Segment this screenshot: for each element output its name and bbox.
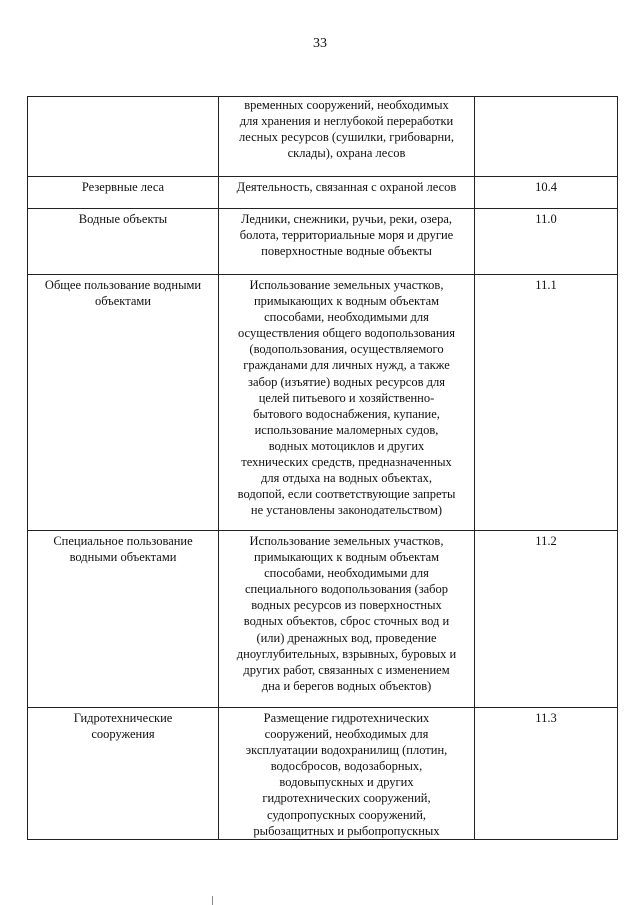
table-row bbox=[28, 209, 618, 275]
land-use-table bbox=[27, 96, 618, 840]
row-name: Резервные леса bbox=[28, 177, 219, 209]
row-description: Деятельность, связанная с охраной лесов bbox=[219, 177, 475, 209]
row-code: 10.4 bbox=[475, 177, 618, 209]
row-name: Общее пользование водными объектами bbox=[28, 275, 219, 531]
row-description: Размещение гидротехнических сооружений, необходимых для эксплуатации водохранилищ (плотин, водосбросов, водозаборных, водовыпускных и других гидротехнических сооружений, судопропускных сооружений, рыбозащитных и рыбопропускных bbox=[219, 708, 475, 840]
row-code: 11.2 bbox=[475, 531, 618, 708]
row-name: Водные объекты bbox=[28, 209, 219, 275]
row-description: временных сооружений, необходимых для хранения и неглубокой переработки лесных ресурсов (сушилки, грибоварни, склады), охрана лесов bbox=[219, 97, 475, 177]
row-name bbox=[28, 97, 219, 177]
table-row bbox=[28, 97, 618, 177]
table-row bbox=[28, 531, 618, 708]
table-row bbox=[28, 708, 618, 840]
row-description: Ледники, снежники, ручьи, реки, озера, болота, территориальные моря и другие поверхностные водные объекты bbox=[219, 209, 475, 275]
row-description: Использование земельных участков, примыкающих к водным объектам способами, необходимыми для специального водопользования (забор водных ресурсов из поверхностных водных объектов, сброс сточных вод и (или) дренажных вод, проведение дноуглубительных, взрывных, буровых и других работ, связанных с изменением дна и берегов водных объектов) bbox=[219, 531, 475, 708]
row-code bbox=[475, 97, 618, 177]
row-name: Специальное пользование водными объектами bbox=[28, 531, 219, 708]
row-name: Гидротехнические сооружения bbox=[28, 708, 219, 840]
page-number: 33 bbox=[313, 36, 327, 51]
row-code: 11.1 bbox=[475, 275, 618, 531]
table-row bbox=[28, 275, 618, 531]
scan-edge-mark bbox=[212, 896, 213, 905]
row-code: 11.3 bbox=[475, 708, 618, 840]
row-code: 11.0 bbox=[475, 209, 618, 275]
row-description: Использование земельных участков, примыкающих к водным объектам способами, необходимыми для осуществления общего водопользования (водопользования, осуществляемого гражданами для личных нужд, а также забор (изъятие) водных ресурсов для целей питьевого и хозяйственно- бытового водоснабжения, купание, использование маломерных судов, водных мотоциклов и других технических средств, предназначенных для отдыха на водных объектах, водопой, если соответствующие запреты не установлены законодательством) bbox=[219, 275, 475, 531]
table-row bbox=[28, 177, 618, 209]
